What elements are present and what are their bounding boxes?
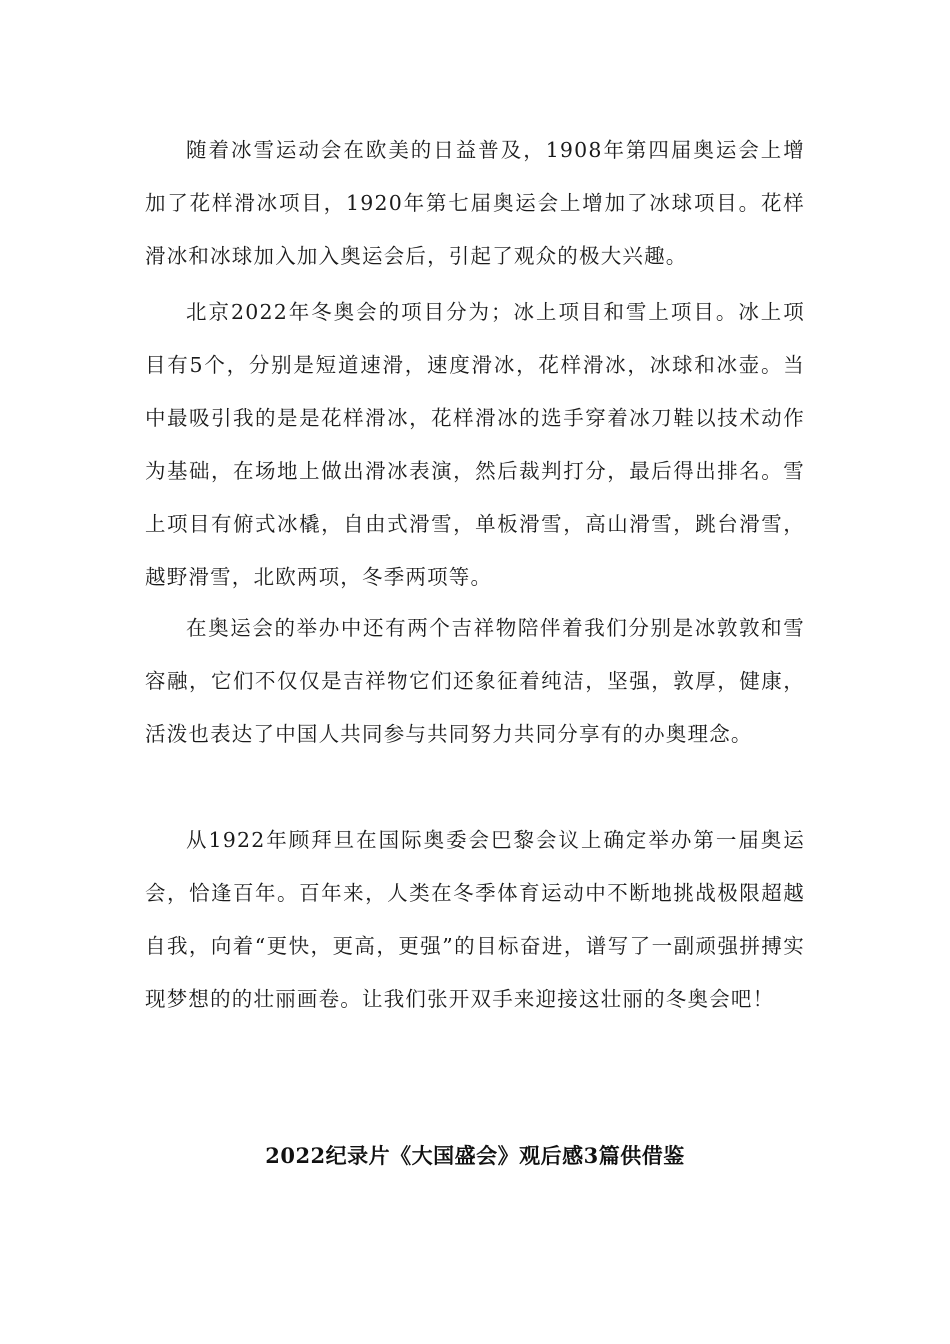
paragraph-centennial: 从1922年顾拜旦在国际奥委会巴黎会议上确定举办第一届奥运会，恰逢百年。百年来，人类在冬季体育运动中不断地挑战极限超越自我，向着“更快，更高，更强”的目标奋进，谱写了一副顽强拼搏实现梦想的的壮丽画卷。让我们张开双手来迎接这壮丽的冬奥会吧！ xyxy=(145,828,805,1011)
section-heading: 2022纪录片《大国盛会》观后感3篇供借鉴 xyxy=(265,1143,685,1168)
paragraph-mascots: 在奥运会的举办中还有两个吉祥物陪伴着我们分别是冰敦敦和雪容融，它们不仅仅是吉祥物它们还象征着纯洁，坚强，敦厚，健康，活泼也表达了中国人共同参与共同努力共同分享有的办奥理念。 xyxy=(145,616,805,746)
paragraph-beijing-2022-events: 北京2022年冬奥会的项目分为；冰上项目和雪上项目。冰上项目有5个，分别是短道速滑，速度滑冰，花样滑冰，冰球和冰壶。当中最吸引我的是是花样滑冰，花样滑冰的选手穿着冰刀鞋以技术动作为基础，在场地上做出滑冰表演，然后裁判打分，最后得出排名。雪上项目有俯式冰橇，自由式滑雪，单板滑雪，高山滑雪，跳台滑雪，越野滑雪，北欧两项，冬季两项等。 xyxy=(145,300,805,589)
paragraph-winter-sports-history: 随着冰雪运动会在欧美的日益普及，1908年第四届奥运会上增加了花样滑冰项目，1920年第七届奥运会上增加了冰球项目。花样滑冰和冰球加入加入奥运会后，引起了观众的极大兴趣。 xyxy=(145,138,805,268)
